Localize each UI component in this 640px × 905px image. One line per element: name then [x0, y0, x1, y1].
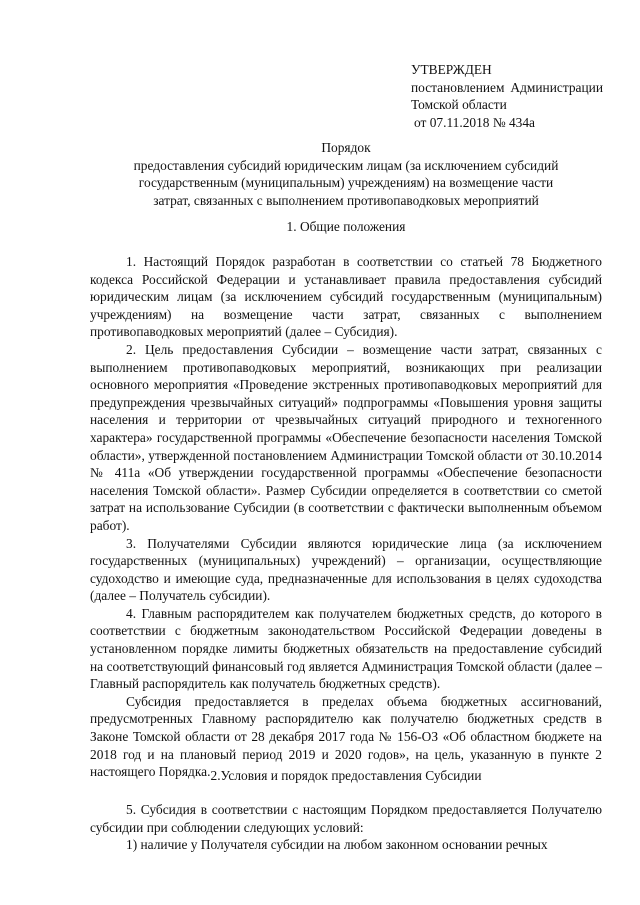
paragraph-5-item-1: 1) наличие у Получателя субсидии на любом законном основании речных — [126, 837, 548, 853]
section-2-heading: 2.Условия и порядок предоставления Субсидии — [210, 768, 482, 783]
document-title-heading: Порядок — [321, 140, 371, 155]
document-title-line-2: государственным (муниципальным) учреждениям) на возмещение части — [138, 175, 554, 191]
section-2-body — [90, 801, 602, 854]
approval-issuer: постановлением Администрации — [411, 79, 603, 95]
paragraph-5: 5. Субсидия в соответствии с настоящим Порядком предоставляется Получателю субсидии при соблюдении следующих условий: — [90, 802, 602, 835]
document-title — [90, 139, 602, 209]
document-title-line-1: предоставления субсидий юридическим лицам (за исключением субсидий — [133, 157, 559, 173]
approval-date-number: от 07.11.2018 № 434а — [414, 114, 535, 130]
paragraph-2: 2. Цель предоставления Субсидии – возмещение части затрат, связанных с выполнением противопаводковых мероприятий, возникающих при реализации основного мероприятия «Проведение экстренных противопаводковых мероприятий для предупреждения чрезвычайных ситуаций» подпрограммы «Повышения уровня защиты населения и территории от чрезвычайных ситуаций природного и техногенного характера» государственной программы «Обеспечение безопасности населения Томской области», утвержденной постановлением Администрации Томской области от 30.10.2014 № 411а «Об утверждении государственной программы «Обеспечение безопасности населения Томской области». Размер Субсидии определяется в соответствии со сметой затрат на использование Субсидии (в соответствии с фактически выполненным объемом работ). — [90, 341, 602, 533]
approval-heading: УТВЕРЖДЕН — [411, 62, 492, 77]
paragraph-4: 4. Главным распорядителем как получателем бюджетных средств, до которого в соответствии с бюджетным законодательством Российской Федерации доведены в установленном порядке лимиты бюджетных обязательств на предоставление субсидий на соответствующий финансовый год является Администрация Томской области (далее – Главный распорядитель как получатель бюджетных средств). — [90, 605, 602, 692]
paragraph-1: 1. Настоящий Порядок разработан в соответствии со статьей 78 Бюджетного кодекса Российской Федерации и устанавливает правила предоставления субсидий юридическим лицам (за исключением субсидий государственным (муниципальным) учреждениям) на возмещение части затрат, связанных с выполнением противопаводковых мероприятий (далее – Субсидия). — [90, 254, 602, 340]
approval-region: Томской области — [411, 97, 507, 113]
paragraph-4-continued: Субсидия предоставляется в пределах объема бюджетных ассигнований, предусмотренных Главному распорядителю как получателю бюджетных средств в Законе Томской области от 28 декабря 2017 года № 156-ОЗ «Об областном бюджете на 2018 год и на плановый период 2019 и 2020 годов», на цель, указанную в пункте 2 настоящего Порядка. — [90, 693, 602, 780]
section-1-body — [90, 253, 602, 781]
section-1-heading: 1. Общие положения — [286, 219, 406, 234]
paragraph-3: 3. Получателями Субсидии являются юридические лица (за исключением государственных (муниципальных) учреждений) – организации, осуществляющие судоходство и имеющие суда, предназначенные для использования в целях судоходства (далее – Получатель субсидии). — [90, 535, 602, 604]
approval-stamp — [411, 61, 603, 131]
document-title-line-3: затрат, связанных с выполнением противопаводковых мероприятий — [153, 192, 539, 208]
